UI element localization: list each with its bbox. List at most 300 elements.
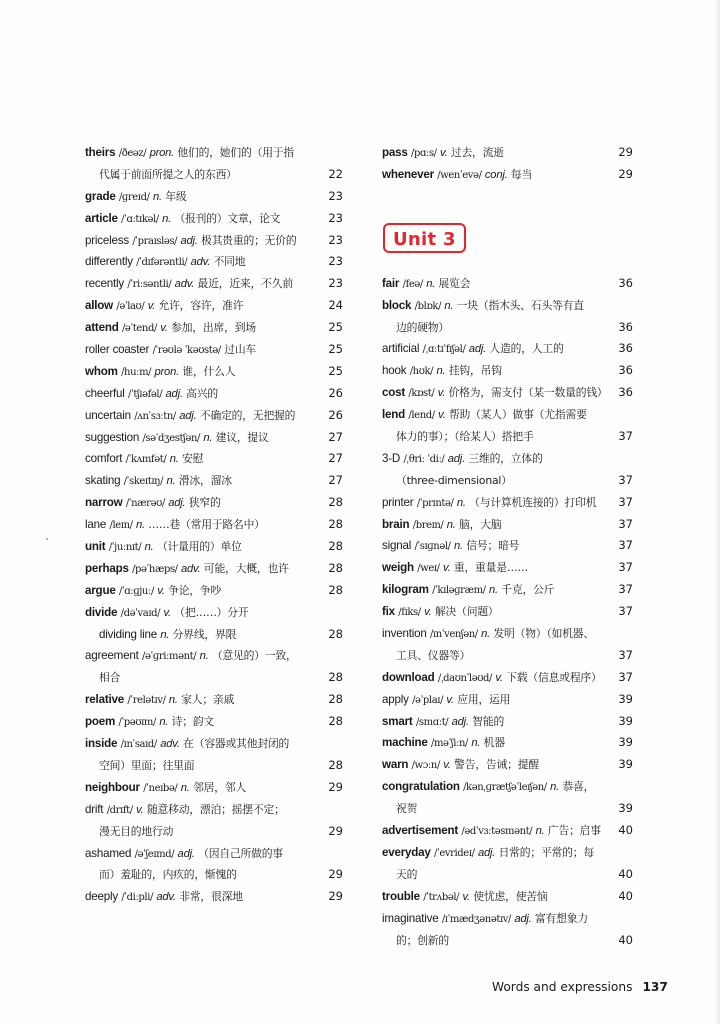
entry-text (85, 514, 265, 537)
headword: congratulation (382, 780, 460, 794)
headword: everyday (382, 845, 431, 859)
chinese-definition: 一块（指木头、石头等有直 (456, 298, 584, 312)
vocab-entry (382, 273, 633, 295)
page-reference: 28 (328, 670, 343, 685)
page-reference: 26 (328, 385, 343, 400)
phonetic: /lend/ (408, 410, 435, 422)
vocab-entry-continuation (382, 470, 633, 492)
chinese-definition: 展览会 (438, 276, 471, 290)
entry-text (99, 755, 194, 777)
chinese-definition: 帮助（某人）做事（尤指需要 (448, 408, 587, 422)
chinese-definition: 的；创新的 (396, 933, 449, 947)
part-of-speech: n. (160, 628, 170, 641)
headword: allow (85, 299, 113, 313)
entry-text (85, 645, 297, 668)
part-of-speech: v. (443, 562, 451, 575)
vocab-entry-continuation (382, 426, 633, 448)
entry-text (99, 624, 236, 647)
part-of-speech: n. (168, 694, 178, 707)
vocab-entry (382, 535, 633, 557)
headword: neighbour (85, 780, 140, 794)
vocab-entry (85, 558, 343, 580)
phonetic: /wɔːn/ (411, 760, 440, 772)
vocab-entry (85, 427, 343, 449)
part-of-speech: n. (166, 475, 176, 488)
headword: priceless (85, 233, 129, 247)
entry-text (85, 295, 243, 318)
chinese-definition: （把……）分开 (174, 605, 249, 619)
unit2-continued-list (382, 142, 633, 186)
phonetic: /əˈplaɪ/ (412, 694, 444, 706)
headword: narrow (85, 496, 123, 510)
phonetic: /ɪˈmædʒənətɪv/ (441, 913, 511, 925)
part-of-speech: n. (481, 628, 491, 641)
phonetic: /ˈpəʊɪm/ (118, 717, 156, 729)
vocab-entry (382, 338, 633, 360)
vocab-entry (382, 732, 633, 754)
chinese-definition: 而）羞耻的，内疚的，惭愧的 (99, 868, 237, 882)
headword: skating (85, 474, 121, 488)
entry-text (382, 164, 532, 187)
chinese-definition: 体力的事）；（给某人）搭把手 (396, 430, 534, 444)
phonetic: /wenˈevə/ (437, 169, 482, 181)
headword: warn (382, 758, 409, 772)
page-reference: 28 (328, 560, 343, 575)
phonetic: /hʊk/ (409, 366, 434, 378)
chinese-definition: 边的硬物） (396, 320, 449, 334)
page-reference: 24 (328, 298, 343, 313)
headword: roller coaster (85, 343, 150, 357)
vocab-entry (85, 470, 343, 492)
entry-text (382, 601, 499, 624)
phonetic: /ˈsɪɡnəl/ (414, 541, 451, 553)
page-reference: 28 (328, 757, 343, 772)
entry-text (85, 405, 295, 428)
vocab-entry (85, 711, 343, 733)
phonetic: /əˈtend/ (121, 323, 157, 335)
headword: printer (382, 495, 414, 509)
entry-text (85, 711, 214, 734)
chinese-definition: 解决（问题） (434, 605, 499, 619)
part-of-speech: adv. (190, 256, 211, 269)
vocab-entry-continuation (382, 798, 633, 820)
chinese-definition: 日常的；平常的；每 (498, 845, 594, 859)
phonetic: /ˈdɪfərəntli/ (136, 257, 188, 269)
phonetic: /ʌnˈsɜːtn/ (134, 410, 176, 422)
headword: block (382, 298, 412, 312)
chinese-definition: 高兴的 (186, 386, 218, 400)
vocab-entry (85, 536, 343, 558)
headword: advertisement (382, 824, 459, 838)
entry-text (85, 208, 280, 231)
page-reference: 23 (328, 188, 343, 203)
chinese-definition: 警告，告诫；提醒 (454, 758, 539, 772)
headword: article (85, 211, 118, 225)
page-reference: 28 (328, 495, 343, 510)
chinese-definition: 智能的 (472, 714, 505, 728)
part-of-speech: adj. (468, 343, 487, 356)
vocabulary-column-right (382, 142, 633, 951)
page-reference: 28 (328, 692, 343, 707)
phonetic: /breɪn/ (412, 519, 444, 531)
vocab-entry (85, 448, 343, 470)
page-reference: 29 (328, 867, 343, 882)
vocab-entry (85, 405, 343, 427)
phonetic: /ˈdiːpli/ (121, 892, 153, 904)
spacer (382, 186, 633, 219)
headword: fix (382, 605, 395, 619)
headword: hook (382, 364, 407, 378)
headword: deeply (85, 890, 118, 904)
vocab-entry (382, 842, 633, 864)
part-of-speech: v. (440, 147, 448, 159)
part-of-speech: adj. (179, 409, 197, 422)
page-reference: 29 (618, 145, 633, 159)
entry-text (85, 799, 285, 822)
headword: inside (85, 737, 118, 751)
phonetic: /məˈʃiːn/ (431, 738, 469, 750)
headword: signal (382, 539, 412, 553)
entry-text (85, 886, 243, 909)
vocab-entry (85, 886, 343, 908)
headword: argue (85, 583, 116, 597)
vocab-entry (382, 754, 633, 776)
entry-text (85, 361, 235, 384)
chinese-definition: 恭喜， (562, 780, 595, 794)
chinese-definition: 参加，出席，到场 (171, 321, 256, 335)
vocab-entry (85, 251, 343, 273)
chinese-definition: 邻居，邻人 (193, 780, 247, 794)
headword: recently (85, 277, 124, 291)
headword: uncertain (85, 408, 131, 422)
phonetic: /fɪks/ (398, 607, 421, 619)
page-reference: 25 (328, 320, 343, 335)
phonetic: /ˈkʌmfət/ (125, 454, 167, 466)
headword: invention (382, 627, 427, 641)
part-of-speech: n. (471, 737, 481, 750)
phonetic: /dəˈvaɪd/ (120, 607, 161, 619)
page-reference: 37 (618, 472, 633, 487)
page-reference: 23 (328, 254, 343, 269)
entry-text (382, 711, 504, 734)
page-reference: 40 (618, 866, 633, 881)
page-reference: 37 (618, 647, 633, 662)
entry-text (99, 821, 173, 843)
phonetic: /ˌɑːtɪˈfɪʃəl/ (422, 344, 466, 356)
phonetic: /drɪft/ (106, 804, 133, 816)
vocab-entry (85, 295, 343, 317)
vocab-entry (85, 142, 343, 164)
chinese-definition: 非常，很深地 (179, 890, 243, 904)
part-of-speech: adj. (177, 847, 195, 860)
entry-text (396, 426, 534, 448)
part-of-speech: v. (147, 300, 156, 313)
chinese-definition: 人造的，人工的 (489, 342, 564, 356)
entry-text (85, 251, 245, 274)
entry-text (85, 186, 186, 209)
chinese-definition: ……巷（常用于路名中） (148, 518, 265, 532)
entry-text (99, 864, 237, 886)
phonetic: /blɒk/ (414, 300, 442, 312)
part-of-speech: v. (495, 671, 503, 684)
page-reference: 37 (618, 604, 633, 619)
vocab-entry-continuation (382, 317, 633, 339)
unit3-word-list (382, 273, 633, 952)
headword: poem (85, 715, 116, 729)
part-of-speech: n. (203, 431, 213, 444)
phonetic: /kɒst/ (408, 388, 435, 400)
page-reference: 36 (618, 385, 633, 400)
headword: machine (382, 736, 428, 750)
phonetic: /pɑːs/ (411, 148, 437, 159)
part-of-speech: v. (157, 584, 165, 597)
chinese-definition: （因自己所做的事 (198, 846, 283, 860)
vocab-entry (85, 777, 343, 799)
vocab-entry (85, 580, 343, 602)
page-reference: 36 (618, 275, 633, 290)
phonetic: /ˈjuːnɪt/ (108, 542, 142, 554)
part-of-speech: n. (159, 716, 169, 729)
headword: smart (382, 714, 413, 728)
entry-text (85, 339, 256, 362)
headword: fair (382, 276, 400, 290)
vocab-entry (382, 360, 633, 382)
part-of-speech: n. (144, 541, 154, 554)
chinese-definition: 允许，容许，准许 (158, 299, 244, 313)
part-of-speech: v. (136, 803, 144, 816)
entry-text (99, 164, 237, 186)
vocab-entry-continuation (85, 164, 343, 186)
part-of-speech: adj. (514, 912, 532, 925)
part-of-speech: adj. (165, 387, 183, 400)
footer-section-title: Words and expressions (492, 980, 633, 994)
page-reference: 26 (328, 407, 343, 422)
vocab-entry (382, 667, 633, 689)
part-of-speech: adv. (160, 738, 180, 751)
phonetic: /feə/ (402, 278, 423, 290)
part-of-speech: n. (436, 365, 446, 378)
chinese-definition: 脑，大脑 (459, 517, 502, 531)
page-reference: 28 (328, 714, 343, 729)
vocab-entry (382, 886, 633, 908)
chinese-definition: （意见的）一致， (211, 649, 297, 663)
entry-text (85, 317, 256, 340)
part-of-speech: v. (437, 387, 446, 400)
page-reference: 28 (328, 582, 343, 597)
phonetic: /ˌθriː ˈdiː/ (403, 453, 445, 465)
chinese-definition: 漫无目的地行动 (99, 824, 174, 838)
chinese-definition: 争论，争吵 (168, 583, 222, 597)
phonetic: /səˈdʒestʃən/ (142, 432, 200, 444)
phonetic: /ˈɑːɡjuː/ (118, 585, 154, 597)
part-of-speech: n. (444, 299, 454, 312)
chinese-definition: 他们的，她们的（用于指 (177, 146, 294, 159)
entry-text (85, 689, 234, 712)
chinese-definition: 最近，近来，不久前 (197, 277, 293, 291)
phonetic: /ˈɑːtɪkəl/ (121, 213, 159, 225)
vocab-entry (85, 361, 343, 383)
phonetic: /əˈlaʊ/ (116, 301, 145, 313)
part-of-speech: adj. (451, 715, 469, 728)
phonetic: /smɑːt/ (415, 716, 449, 728)
phonetic: /ðeəz/ (118, 148, 147, 159)
phonetic: /kənˌɡrætʃəˈleɪʃən/ (463, 782, 547, 794)
chinese-definition: 三维的，立体的 (468, 451, 543, 465)
phonetic: /ˈkɪləɡræm/ (432, 585, 486, 597)
chinese-definition: （报刊的）文章，论文 (174, 211, 281, 225)
vocab-entry-continuation (382, 645, 633, 667)
page-reference: 37 (618, 516, 633, 531)
chinese-definition: 分界线，界限 (172, 627, 237, 641)
headword: ashamed (85, 846, 132, 860)
part-of-speech: n. (169, 453, 179, 466)
headword: differently (85, 255, 133, 269)
entry-text (382, 492, 596, 515)
phonetic: /ˈriːsəntli/ (127, 279, 172, 291)
entry-text (85, 470, 232, 493)
page-reference: 28 (328, 517, 343, 532)
phonetic: /huːm/ (121, 366, 152, 378)
chinese-definition: 建议，提议 (215, 430, 269, 444)
entry-text (382, 623, 594, 646)
headword: pass (382, 146, 408, 159)
page-reference: 27 (328, 473, 343, 488)
vocab-entry (85, 208, 343, 230)
entry-text (85, 273, 293, 296)
chinese-definition: 代属于前面所提之人的东西） (99, 167, 237, 181)
vocab-entry (85, 799, 343, 821)
chinese-definition: 过山车 (224, 343, 257, 357)
part-of-speech: n. (199, 650, 209, 663)
headword: cost (382, 386, 406, 400)
phonetic: /ˈrəʊlə ˈkəʊstə/ (152, 345, 221, 357)
entry-text (396, 798, 417, 820)
phonetic: /leɪn/ (109, 520, 133, 532)
vocab-entry-continuation (85, 755, 343, 777)
part-of-speech: n. (454, 540, 463, 553)
entry-text (85, 536, 242, 559)
part-of-speech: adv. (174, 278, 195, 291)
entry-text (85, 142, 294, 165)
phonetic: /ˈnærəʊ/ (125, 498, 165, 510)
chinese-definition: 不同地 (213, 255, 246, 269)
phonetic: /ˈevrideɪ/ (434, 847, 475, 859)
part-of-speech: n. (456, 496, 466, 509)
phonetic: /ˈpraɪsləs/ (132, 235, 178, 247)
entry-text (382, 776, 594, 799)
headword: drift (85, 802, 104, 816)
part-of-speech: adv. (181, 562, 201, 575)
entry-text (382, 448, 543, 471)
chinese-definition: 过去，流逝 (450, 146, 504, 159)
entry-text (85, 383, 218, 406)
vocab-entry (382, 689, 633, 711)
entry-text (382, 579, 554, 602)
page-reference: 27 (328, 429, 343, 444)
vocab-entry-continuation (382, 930, 633, 952)
entry-text (382, 754, 539, 777)
part-of-speech: v. (462, 890, 470, 903)
page-reference: 29 (328, 889, 343, 904)
chinese-definition: 信号；暗号 (466, 539, 520, 553)
vocab-entry (382, 820, 633, 842)
phonetic: /ɪnˈsaɪd/ (120, 739, 157, 751)
headword: agreement (85, 649, 139, 663)
headword: 3-D (382, 451, 401, 465)
page-reference: 23 (328, 276, 343, 291)
vocab-entry (382, 776, 633, 798)
headword: perhaps (85, 561, 129, 575)
page-number: 137 (642, 980, 668, 994)
chinese-definition: 随意移动，漂泊；摇摆不定； (146, 802, 285, 816)
chinese-definition: 可能，大概，也许 (203, 561, 289, 575)
unit-3-heading: Unit 3 (383, 223, 466, 253)
page-reference: 37 (618, 669, 633, 684)
vocab-entry (382, 711, 633, 733)
page-reference: 22 (328, 166, 343, 181)
page-reference: 25 (328, 363, 343, 378)
part-of-speech: n. (162, 212, 172, 225)
headword: comfort (85, 452, 123, 466)
page-reference: 39 (618, 801, 633, 816)
page-reference: 27 (328, 451, 343, 466)
headword: cheerful (85, 386, 125, 400)
phonetic: /ˈtʃɪəfəl/ (128, 388, 163, 400)
chinese-definition: 价格为，需支付（某一数量的钱） (448, 386, 608, 400)
page-reference: 23 (328, 210, 343, 225)
vocab-entry (85, 273, 343, 295)
page-reference: 40 (618, 932, 633, 947)
page-reference: 29 (618, 166, 633, 181)
headword: download (382, 670, 435, 684)
phonetic: /ˈneɪbə/ (143, 782, 178, 794)
chinese-definition: 不确定的，无把握的 (199, 408, 296, 422)
entry-text (382, 295, 584, 318)
page-reference: 36 (618, 363, 633, 378)
chinese-definition: 挂钩，吊钩 (448, 364, 502, 378)
page-reference: 28 (328, 539, 343, 554)
chinese-definition: 安慰 (182, 452, 204, 466)
headword: artificial (382, 342, 420, 356)
headword: grade (85, 189, 116, 203)
part-of-speech: n. (180, 781, 190, 794)
page-reference: 36 (618, 341, 633, 356)
page-reference: 40 (618, 823, 633, 838)
page-reference: 39 (618, 713, 633, 728)
page-footer (492, 980, 668, 994)
vocab-entry (382, 492, 633, 514)
entry-text (382, 338, 564, 361)
entry-text (382, 142, 504, 165)
entry-text (85, 843, 283, 866)
entry-text (382, 689, 510, 712)
vocab-entry (382, 514, 633, 536)
vocabulary-column-left (85, 142, 343, 908)
headword: brain (382, 517, 410, 531)
chinese-definition: 天的 (396, 867, 418, 881)
entry-text (382, 842, 594, 865)
chinese-definition: 应用，运用 (457, 692, 511, 706)
entry-text (85, 492, 221, 515)
headword: imaginative (382, 911, 439, 925)
part-of-speech: adj. (447, 452, 466, 465)
print-speck (46, 538, 48, 540)
phonetic: /ˌdaʊnˈləʊd/ (437, 672, 493, 684)
entry-text (85, 558, 289, 581)
chinese-definition: （three-dimensional） (396, 473, 512, 487)
headword: divide (85, 605, 118, 619)
vocab-entry (85, 186, 343, 208)
